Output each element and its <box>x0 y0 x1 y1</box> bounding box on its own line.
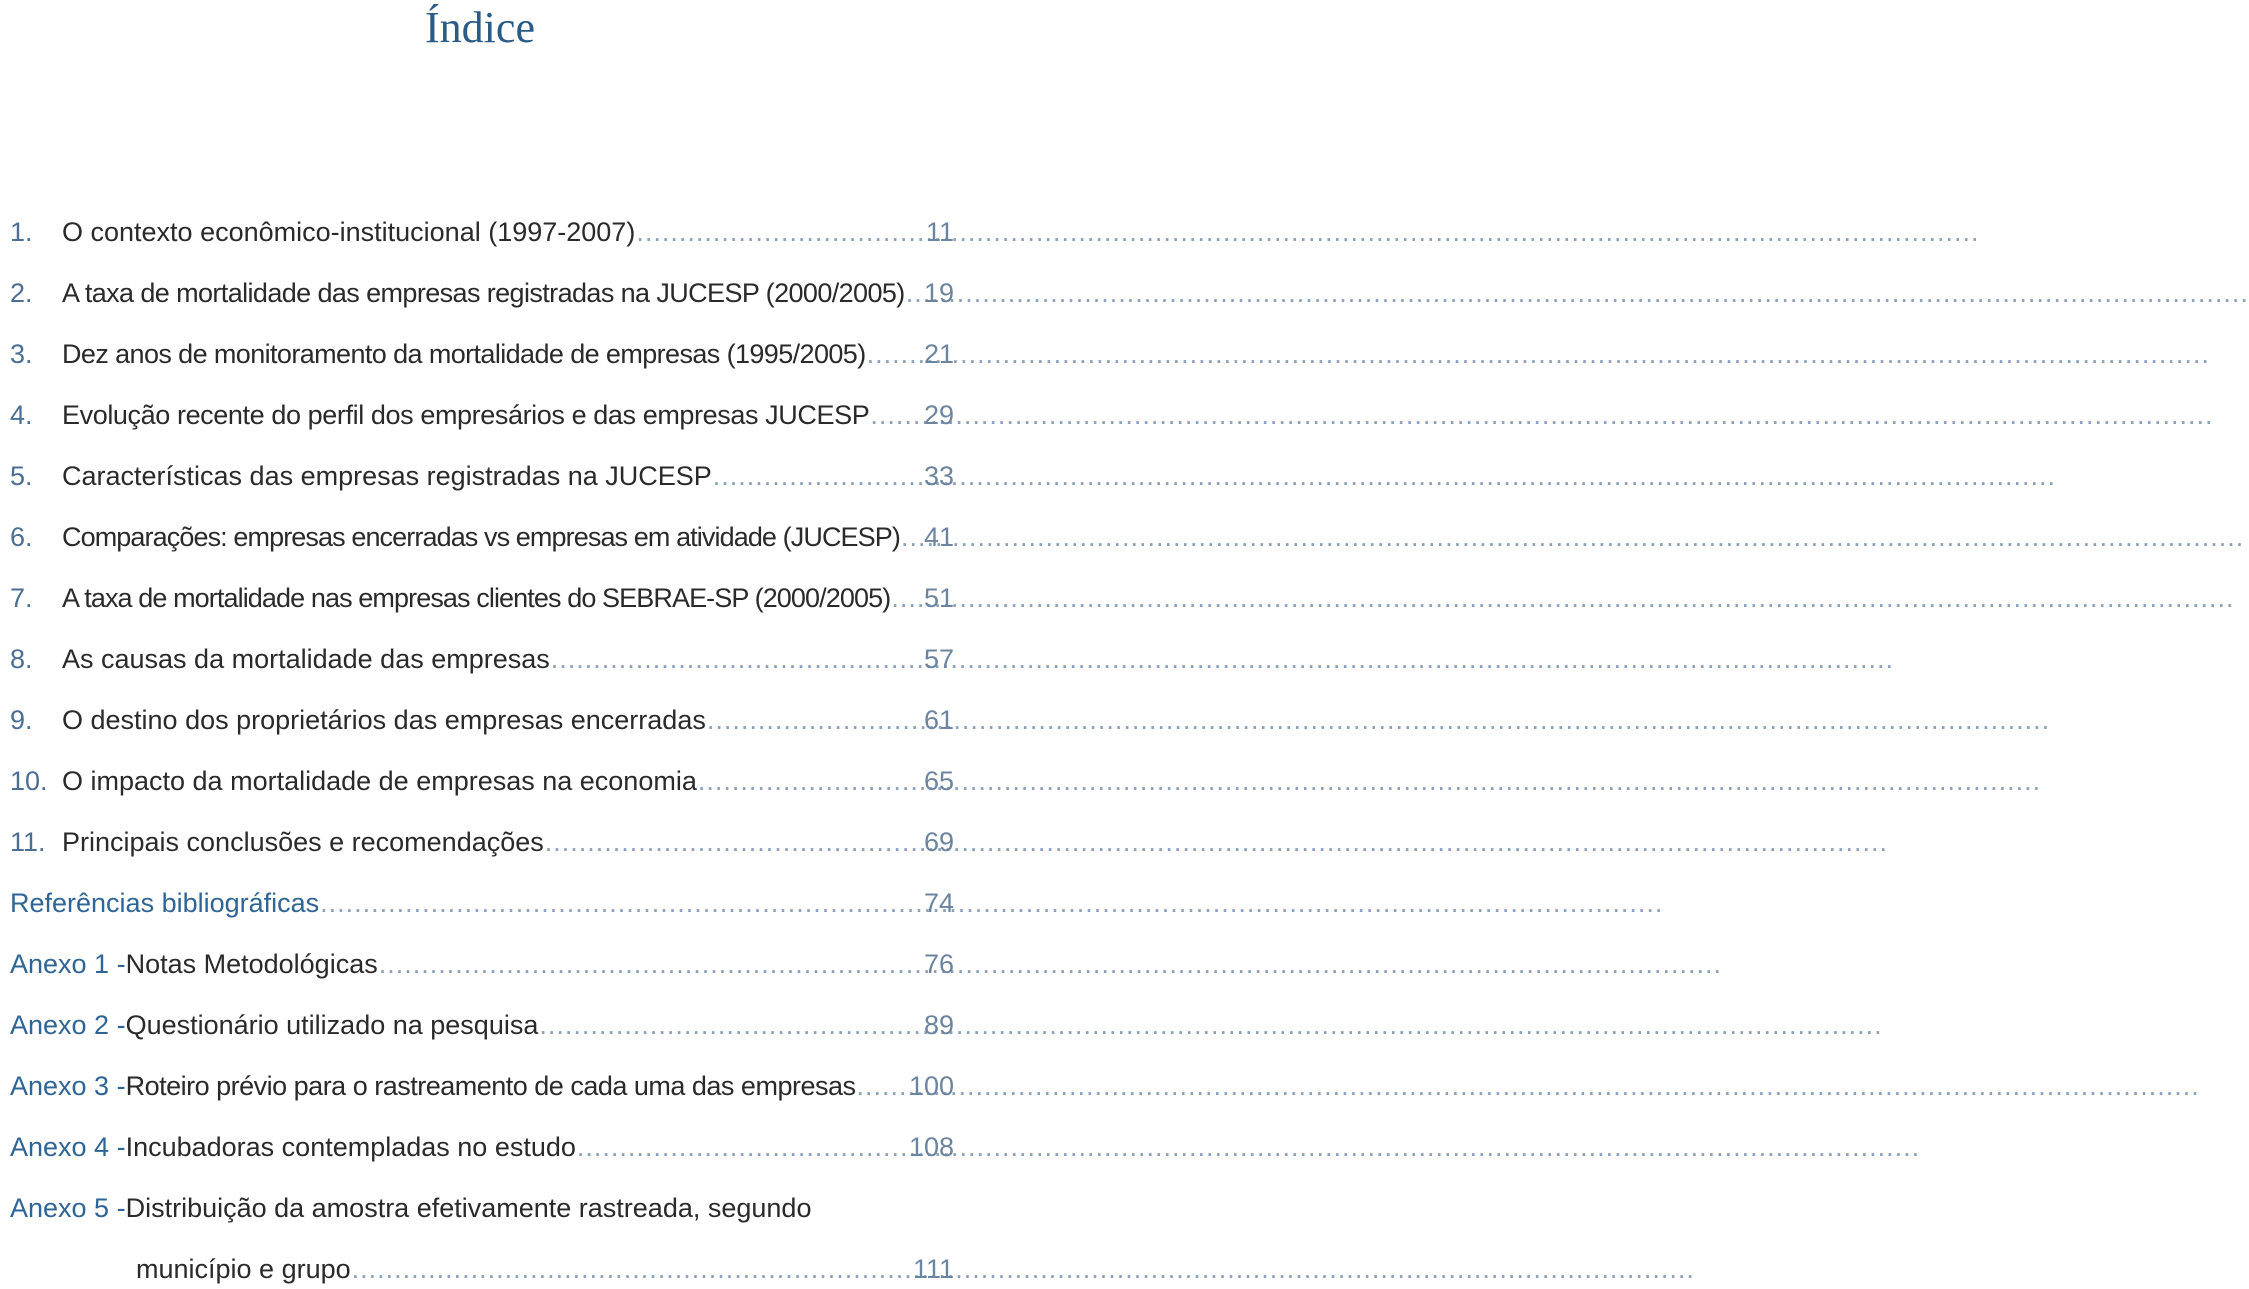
entry-number: 3. <box>10 339 33 369</box>
references-label: Referências bibliográficas <box>10 888 320 918</box>
annex-label: Incubadoras contempladas no estudo <box>125 1132 576 1162</box>
dot-leader <box>713 456 921 496</box>
dot-leader <box>891 578 921 618</box>
toc-entry-9[interactable] <box>10 700 954 740</box>
dot-leader <box>901 517 921 557</box>
entry-label: Características das empresas registradas na JUCESP <box>62 461 712 491</box>
entry-page: 33 <box>923 461 954 491</box>
annex-prefix: Anexo 1 - <box>10 949 126 979</box>
entry-label: Comparações: empresas encerradas vs empresas em atividade (JUCESP) <box>62 522 900 552</box>
annex-prefix: Anexo 2 - <box>10 1010 126 1040</box>
entry-page: 11 <box>925 217 954 247</box>
toc-entry-6[interactable] <box>10 517 954 557</box>
entry-label: A taxa de mortalidade nas empresas clientes do SEBRAE-SP (2000/2005) <box>62 583 891 613</box>
page-title: Índice <box>425 3 535 52</box>
annex-label: Questionário utilizado na pesquisa <box>125 1010 539 1040</box>
entry-page: 89 <box>923 1010 954 1040</box>
entry-page: 76 <box>923 949 954 979</box>
entry-page: 111 <box>912 1254 954 1284</box>
annex-label: Distribuição da amostra efetivamente rastreada, segundo <box>125 1193 812 1223</box>
toc-entry-references[interactable] <box>10 883 954 923</box>
dot-leader <box>352 1249 910 1289</box>
entry-label: Dez anos de monitoramento da mortalidade de empresas (1995/2005) <box>62 339 866 369</box>
toc-entry-10[interactable] <box>10 761 954 801</box>
entry-label: O contexto econômico-institucional (1997-2007) <box>62 217 636 247</box>
toc-entry-annex-5[interactable] <box>10 1188 954 1228</box>
entry-number: 2. <box>10 278 33 308</box>
toc-entry-5[interactable] <box>10 456 954 496</box>
dot-leader <box>870 395 921 435</box>
entry-page: 100 <box>908 1071 954 1101</box>
toc-entry-annex-5-continued[interactable] <box>10 1249 954 1289</box>
entry-number: 7. <box>10 583 33 613</box>
dot-leader <box>379 944 921 984</box>
toc-entry-4[interactable] <box>10 395 954 435</box>
toc-entry-annex-3[interactable] <box>10 1066 954 1106</box>
entry-page: 74 <box>923 888 954 918</box>
entry-label: A taxa de mortalidade das empresas registradas na JUCESP (2000/2005) <box>62 278 905 308</box>
entry-page: 61 <box>923 705 954 735</box>
dot-leader <box>698 761 921 801</box>
dot-leader <box>636 212 923 252</box>
entry-number: 6. <box>10 522 33 552</box>
toc-entry-1[interactable] <box>10 212 954 252</box>
entry-page: 69 <box>923 827 954 857</box>
annex-label: Roteiro prévio para o rastreamento de cada uma das empresas <box>125 1071 856 1101</box>
entry-label: Evolução recente do perfil dos empresários e das empresas JUCESP <box>62 400 870 430</box>
entry-label: O destino dos proprietários das empresas encerradas <box>62 705 706 735</box>
toc-entry-annex-4[interactable] <box>10 1127 954 1167</box>
entry-number: 9. <box>10 705 33 735</box>
entry-page: 29 <box>923 400 954 430</box>
toc-entry-7[interactable] <box>10 578 954 618</box>
annex-prefix: Anexo 4 - <box>10 1132 126 1162</box>
dot-leader <box>539 1005 921 1045</box>
entry-number: 10. <box>10 766 48 796</box>
toc-entry-2[interactable] <box>10 273 954 313</box>
entry-page: 65 <box>923 766 954 796</box>
dot-leader <box>867 334 921 374</box>
entry-page: 21 <box>923 339 954 369</box>
annex-label-continued: município e grupo <box>136 1254 351 1284</box>
toc-entry-8[interactable] <box>10 639 954 679</box>
entry-label: As causas da mortalidade das empresas <box>62 644 550 674</box>
dot-leader <box>577 1127 906 1167</box>
entry-page: 51 <box>923 583 954 613</box>
dot-leader <box>551 639 921 679</box>
entry-number: 1. <box>10 217 33 247</box>
dot-leader <box>545 822 921 862</box>
entry-page: 108 <box>908 1132 954 1162</box>
dot-leader <box>320 883 921 923</box>
annex-label: Notas Metodológicas <box>125 949 378 979</box>
entry-number: 5. <box>10 461 33 491</box>
annex-prefix: Anexo 5 - <box>10 1193 126 1223</box>
entry-number: 11. <box>10 827 46 857</box>
dot-leader <box>906 273 921 313</box>
toc-entry-annex-2[interactable] <box>10 1005 954 1045</box>
entry-label: Principais conclusões e recomendações <box>62 827 544 857</box>
dot-leader <box>707 700 921 740</box>
annex-prefix: Anexo 3 - <box>10 1071 126 1101</box>
entry-page: 57 <box>923 644 954 674</box>
entry-page: 19 <box>923 278 954 308</box>
toc-entry-11[interactable] <box>10 822 954 862</box>
entry-label: O impacto da mortalidade de empresas na economia <box>62 766 697 796</box>
entry-number: 4. <box>10 400 33 430</box>
toc-entry-3[interactable] <box>10 334 954 374</box>
entry-page: 41 <box>923 522 954 552</box>
toc-entry-annex-1[interactable] <box>10 944 954 984</box>
entry-number: 8. <box>10 644 33 674</box>
dot-leader <box>856 1066 905 1106</box>
